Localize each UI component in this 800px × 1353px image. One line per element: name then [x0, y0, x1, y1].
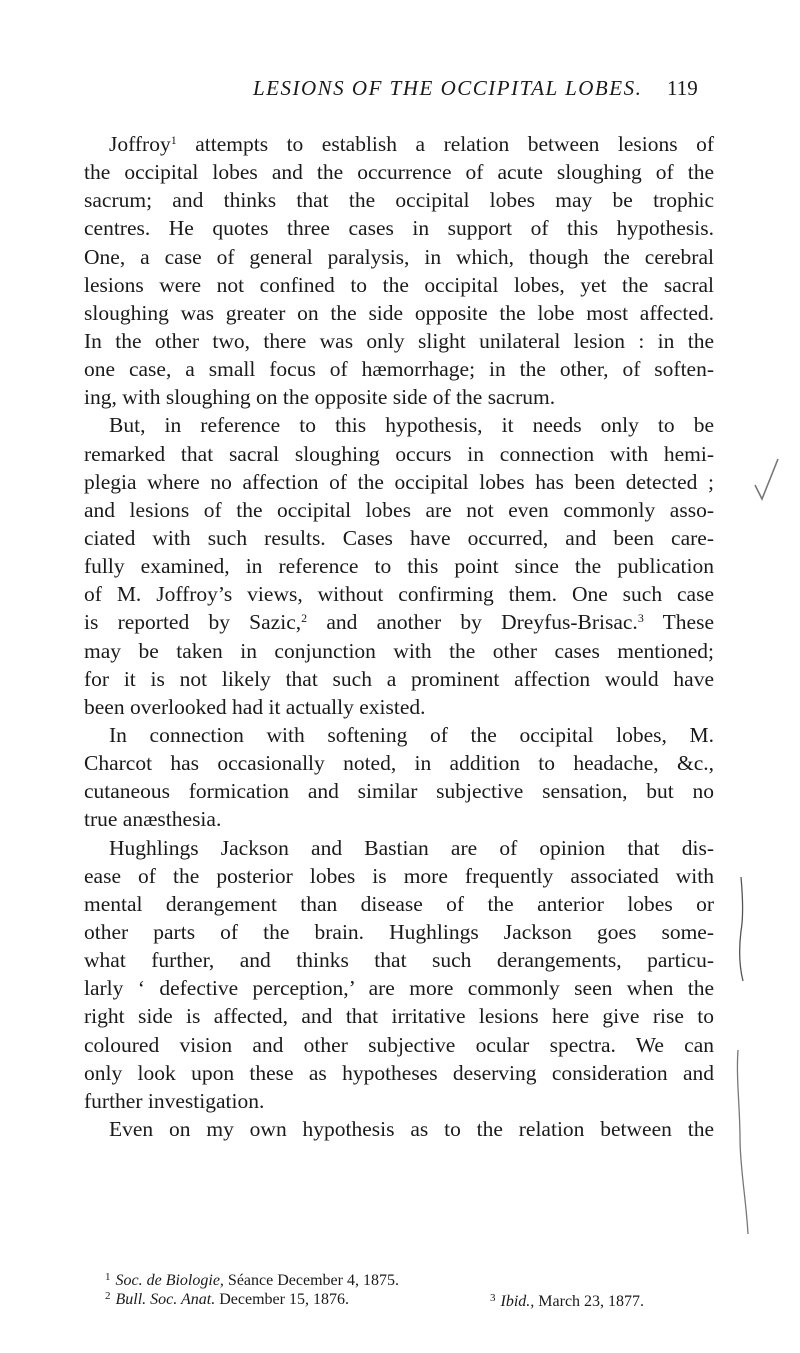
text-line: ease of the posterior lobes is more frequently associated with [84, 863, 714, 888]
text-line: further investigation. [84, 1088, 265, 1113]
text-line: cutaneous formication and similar subjective sensation, but no [84, 779, 714, 804]
text-line: one case, a small focus of hæmorrhage; in the other, of soften- [84, 357, 714, 382]
text-line: Even on my own hypothesis as to the relation between the [109, 1116, 714, 1141]
text-line: right side is affected, and that irritative lesions here give rise to [84, 1004, 714, 1029]
text-line: is reported by Sazic,$^2$ and another by Dreyfus-Brisac.$^3$ These [84, 610, 714, 635]
footnote-marker: 2 [105, 1290, 111, 1302]
footnote-source: Bull. Soc. Anat. [115, 1291, 216, 1308]
footnote-2 [105, 1290, 715, 1309]
running-title: LESIONS OF THE OCCIPITAL LOBES. [253, 76, 643, 100]
margin-check-mark [752, 455, 782, 503]
footnote-source: Ibid., [500, 1293, 535, 1310]
text-line: may be taken in conjunction with the other cases mentioned; [84, 638, 714, 663]
text-line: the occipital lobes and the occurrence of acute sloughing of the [84, 160, 714, 185]
text-line: and lesions of the occipital lobes are not even commonly asso- [84, 497, 714, 522]
footnote-detail: March 23, 1877. [538, 1293, 645, 1310]
text-line: centres. He quotes three cases in support of this hypothesis. [84, 216, 714, 241]
margin-bracket-mark [732, 875, 748, 983]
footnote-source: Soc. de Biologie, [115, 1272, 224, 1289]
text-line: One, a case of general paralysis, in which, though the cerebral [84, 244, 714, 269]
text-line: In the other two, there was only slight unilateral lesion : in the [84, 328, 714, 353]
text-line: remarked that sacral sloughing occurs in connection with hemi- [84, 441, 714, 466]
text-line: only look upon these as hypotheses deserving consideration and [84, 1060, 714, 1085]
text-line: fully examined, in reference to this point since the publication [84, 554, 714, 579]
text-line: larly ‘ defective perception,’ are more commonly seen when the [84, 976, 714, 1001]
text-line: of M. Joffroy’s views, without confirming them. One such case [84, 582, 714, 607]
text-line: ing, with sloughing on the opposite side of the sacrum. [84, 385, 556, 410]
text-line: what further, and thinks that such derangements, particu- [84, 948, 714, 973]
text-line: mental derangement than disease of the anterior lobes or [84, 891, 714, 916]
page-number: 119 [667, 76, 698, 100]
body-text [84, 130, 714, 1143]
text-line: In connection with softening of the occipital lobes, M. [109, 722, 714, 747]
footnotes [105, 1271, 715, 1309]
footnote-detail: December 15, 1876. [219, 1291, 349, 1308]
footnote-detail: Séance December 4, 1875. [227, 1272, 399, 1289]
text-line: been overlooked had it actually existed. [84, 694, 426, 719]
footnote-marker: 3 [490, 1292, 496, 1304]
text-line: plegia where no affection of the occipital lobes has been detected ; [84, 469, 714, 494]
footnote-marker: 1 [105, 1271, 111, 1283]
footnote-1 [105, 1271, 715, 1290]
margin-bracket-mark-lower [734, 1048, 754, 1238]
footnote-3 [490, 1292, 644, 1311]
text-line: sacrum; and thinks that the occipital lobes may be trophic [84, 188, 714, 213]
text-line: coloured vision and other subjective ocular spectra. We can [84, 1032, 714, 1057]
text-line: true anæsthesia. [84, 807, 222, 832]
text-line: Joffroy$^1$ attempts to establish a relation between lesions of [109, 132, 714, 156]
text-line: lesions were not confined to the occipital lobes, yet the sacral [84, 272, 714, 297]
text-line: for it is not likely that such a prominent affection would have [84, 666, 714, 691]
text-line: sloughing was greater on the side opposite the lobe most affected. [84, 300, 714, 325]
text-line: Charcot has occasionally noted, in addition to headache, &c., [84, 751, 714, 776]
text-line: But, in reference to this hypothesis, it needs only to be [109, 413, 714, 438]
text-line: other parts of the brain. Hughlings Jackson goes some- [84, 919, 714, 944]
text-line: ciated with such results. Cases have occurred, and been care- [84, 525, 714, 550]
text-line: Hughlings Jackson and Bastian are of opinion that dis- [109, 835, 714, 860]
